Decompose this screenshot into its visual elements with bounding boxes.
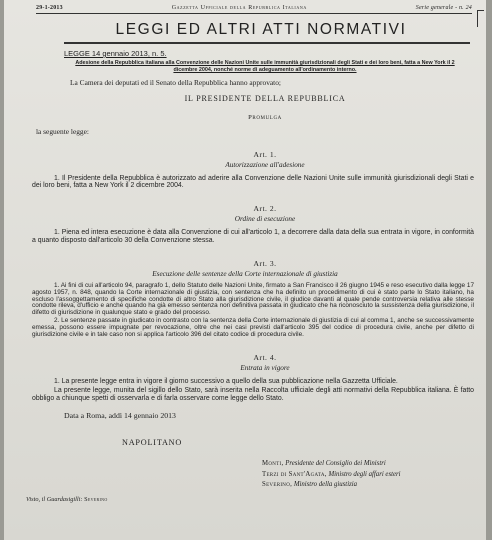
promulga-label: Promulga (248, 113, 282, 121)
countersignatures (262, 459, 476, 491)
gazette-page (4, 0, 486, 540)
article-title: Esecuzione delle sentenze della Corte internazionale di giustizia (152, 269, 338, 278)
visto-guardasigilli (26, 496, 476, 503)
article-number: Art. 3. (253, 258, 277, 268)
visto-label: Visto, il Guardasigilli: (26, 495, 83, 503)
header-rule (36, 13, 472, 14)
minister-line (262, 470, 476, 481)
gazette-title: Gazzetta Ufficiale della Repubblica Italiana (171, 5, 307, 11)
minister-role: Ministro degli affari esteri (328, 470, 401, 478)
gazette-series: Serie generale - n. 24 (415, 5, 472, 11)
article-paragraph: 1. Ai fini di cui all'articolo 94, paragrafo 1, dello Statuto delle Nazioni Unite, firmato a San Francisco il 26 giugno 1945 e reso esecutivo dalla legge 17 agosto 1957, n. 848, quando la Corte internazionale di giustizia, con sentenza che ha definito un procedimento di cui è stato parte lo Stato italiano, ha escluso l'assoggettamento di specifiche condotte di altro Stato alla giurisdizione civile, il giudice davanti al quale pende controversia relativa alle stesse condotte rileva, d'ufficio e anche quando ha già emesso sentenza non definitiva passata in giudicato che ha riconosciuto la sussistenza della giurisdizione, il difetto di giurisdizione in qualunque stato e grado del processo. (32, 281, 474, 317)
page-corner-mark (477, 10, 484, 27)
minister-role: Presidente del Consiglio dei Ministri (285, 460, 386, 468)
article-paragraph: 2. Le sentenze passate in giudicato in contrasto con la sentenza della Corte internazionale di giustizia di cui al comma 1, anche se successivamente emessa, possono essere impugnate per revocazione, oltre che nei casi previsti dall'articolo 395 del codice di procedura civile, anche per difetto di giurisdizione civile e in tale caso non si applica l'articolo 396 del citato codice di procedura civile. (32, 317, 474, 339)
article-title: Autorizzazione all'adesione (225, 160, 305, 169)
approval-intro: La Camera dei deputati ed il Senato della Repubblica hanno approvato; (70, 77, 281, 87)
gazette-header (14, 5, 476, 11)
law-reference: LEGGE 14 gennaio 2013, n. 5. (64, 49, 167, 58)
section-title: LEGGI ED ALTRI ATTI NORMATIVI (115, 21, 407, 38)
signer-napolitano: NAPOLITANO (122, 438, 183, 448)
minister-name: Severino, (262, 481, 293, 489)
article-1 (14, 150, 476, 191)
article-number: Art. 1. (253, 149, 277, 159)
article-paragraph: 1. La presente legge entra in vigore il giorno successivo a quello della sua pubblicazione nella Gazzetta Ufficiale. (54, 377, 398, 385)
closing-formula: La presente legge, munita del sigillo dello Stato, sarà inserita nella Raccolta ufficiale degli atti normativi della Repubblica italiana. È fatto obbligo a chiunque spetti di osservarla e di farla osservare come legge dello Stato. (32, 386, 474, 402)
minister-line (262, 480, 476, 491)
article-2 (14, 204, 476, 245)
legge-intro: la seguente legge: (36, 126, 89, 136)
gazette-date: 29-1-2013 (36, 5, 63, 11)
article-paragraph: 1. Piena ed intera esecuzione è data alla Convenzione di cui all'articolo 1, a decorrere dalla data della sua entrata in vigore, in conformità a quanto disposto dall'articolo 30 della Convenzione stessa. (32, 229, 474, 244)
date-place: Data a Roma, addì 14 gennaio 2013 (64, 411, 176, 421)
article-number: Art. 2. (253, 204, 277, 214)
article-title: Ordine di esecuzione (234, 215, 296, 224)
visto-name: Severino (84, 495, 108, 503)
minister-role: Ministro della giustizia (293, 481, 358, 489)
minister-line (262, 459, 476, 470)
article-paragraph: 1. Il Presidente della Repubblica è autorizzato ad aderire alla Convenzione delle Nazioni Unite sulle immunità giurisdizionali degli Stati e dei loro beni, fatta a New York il 2 dicembre 2004. (32, 174, 474, 190)
president-heading: IL PRESIDENTE DELLA REPUBBLICA (184, 93, 346, 103)
article-title: Entrata in vigore (240, 363, 290, 372)
article-number: Art. 4. (253, 352, 277, 362)
law-subject: Adesione della Repubblica italiana alla Convenzione delle Nazioni Unite sulle immunità giurisdizionali degli Stati e dei loro beni, fatta a New York il 2 dicembre 2004, nonché norme di adeguamento all'ordinamento interno. (75, 60, 455, 73)
section-rule (64, 42, 470, 44)
article-4 (14, 353, 476, 402)
minister-name: Terzi di Sant'Agata, (262, 470, 327, 478)
minister-name: Monti, (262, 460, 284, 468)
article-3 (14, 259, 476, 339)
